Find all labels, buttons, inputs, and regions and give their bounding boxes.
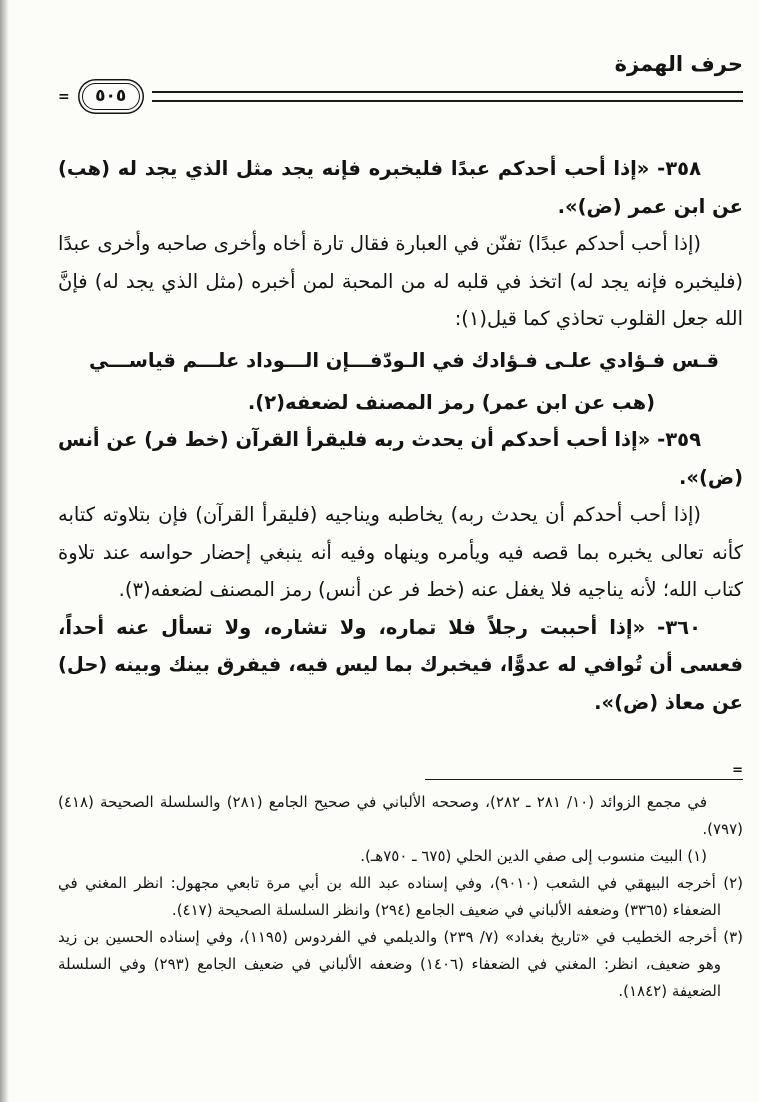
margin-equals-mark: = bbox=[58, 88, 70, 105]
poetry-verse bbox=[58, 338, 743, 384]
page-number-badge: ٥٠٥ bbox=[82, 83, 140, 110]
hadith-359-paragraph: ٣٥٩- «إذا أحب أحدكم أن يحدث ربه فليقرأ القرآن (خط فر) عن أنس (ض)». bbox=[58, 428, 743, 489]
hadith-360-paragraph: ٣٦٠- «إذا أحببت رجلاً فلا تماره، ولا تشاره، ولا تسأل عنه أحداً، فعسى أن تُوافي له عدوًّا، فيخبرك بما ليس فيه، فيفرق بينك وبينه (حل) عن معاذ (ض)». bbox=[58, 615, 743, 714]
page-header bbox=[58, 52, 743, 110]
header-divider-rule bbox=[152, 91, 743, 102]
header-rule-row bbox=[58, 83, 743, 110]
verse-second-hemistich: فـــإن الـــوداد علـــم قياســـي bbox=[88, 348, 383, 372]
hadith-358-paragraph: ٣٥٨- «إذا أحب أحدكم عبدًا فليخبره فإنه يجد مثل الذي يجد له (هب) عن ابن عمر (ض)». bbox=[58, 157, 743, 218]
footnotes-section bbox=[58, 765, 743, 1005]
attribution-358-line: (هب عن ابن عمر) رمز المصنف لضعفه(٢). bbox=[247, 390, 655, 414]
footnote-divider-rule bbox=[425, 779, 743, 780]
footnote-continuation-mark: = bbox=[732, 763, 743, 778]
main-text bbox=[58, 150, 743, 721]
chapter-title: حرف الهمزة bbox=[614, 52, 743, 76]
commentary-358-paragraph: (إذا أحب أحدكم عبدًا) تفنّن في العبارة فقال تارة أخاه وأخرى صاحبه وأخرى عبدًا (فليخبره فإنه يجد له) اتخذ في قلبه له من المحبة لمن أخبره (مثل الذي يجد له) فإنَّ الله جعل القلوب تحاذي كما قيل(١): bbox=[58, 232, 743, 330]
footnote-3: (٣) أخرجه الخطيب في «تاريخ بغداد» (٧/ ٢٣٩) والديلمي في الفردوس (١١٩٥)، وفي إسناده الحسين بن زيد وهو ضعيف، انظر: المغني في الضعفاء (١٤٠٦) وضعفه الألباني في ضعيف الجامع (٢٩٣) وفي السلسلة الضعيفة (١٨٤٢). bbox=[58, 928, 743, 1000]
verse-first-hemistich: قـس فـؤادي علـى فـؤادك في الـودّ bbox=[382, 348, 719, 372]
footnote-continued-from-previous-page: في مجمع الزوائد (١٠/ ٢٨١ ـ ٢٨٢)، وصححه الألباني في صحيح الجامع (٢٨١) والسلسلة الصحيحة (٤١٨) (٧٩٧). bbox=[58, 793, 743, 838]
commentary-359-paragraph: (إذا أحب أحدكم أن يحدث ربه) يخاطبه ويناجيه (فليقرأ القرآن) فإن بتلاوته كتابه كأنه تعالى يخبره بما قصه فيه ويأمره وينهاه وفيه أنه ينبغي إحضار حواسه عند تلاوة كتاب الله؛ لأنه يناجيه فلا يغفل عنه (خط فر عن أنس) رمز المصنف لضعفه(٣). bbox=[58, 503, 743, 601]
footnote-2: (٢) أخرجه البيهقي في الشعب (٩٠١٠)، وفي إسناده عبد الله بن أبي مرة تابعي مجهول: انظر المغني في الضعفاء (٣٣٦٥) وضعفه الألباني في ضعيف الجامع (٢٩٤) وانظر السلسلة الصحيحة (٤١٧). bbox=[58, 874, 743, 919]
footnote-1: (١) البيت منسوب إلى صفي الدين الحلي (٦٧٥ ـ ٧٥٠هـ). bbox=[360, 847, 707, 865]
